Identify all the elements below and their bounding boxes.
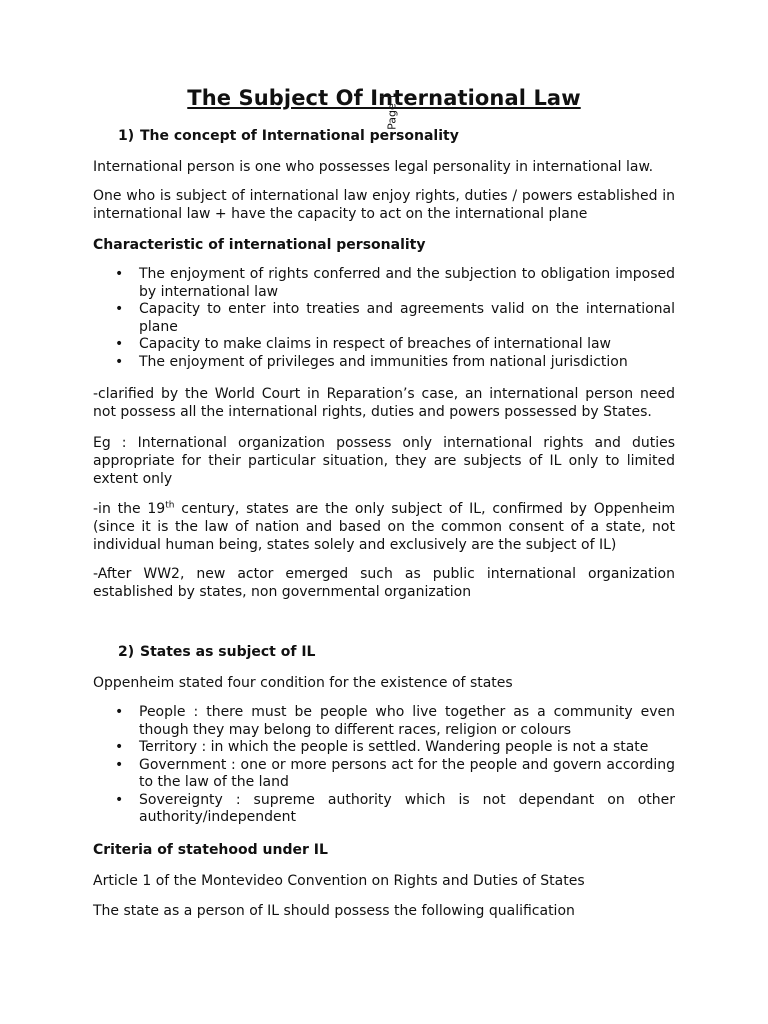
section-2-paragraph-3: The state as a person of IL should possess the following qualification [93,903,575,919]
bullet-icon: • [115,353,124,370]
section-1-paragraph-4: Eg : International organization possess only international rights and duties appropriate for their particular situation, they are subjects of IL only to limited extent only [93,435,675,487]
bullet-icon: • [115,756,124,773]
section-1-title: The concept of International personality [140,128,459,144]
list-item: • People : there must be people who live together as a community even though they may belong to different races, religion or colours [115,704,675,738]
bullet-icon: • [115,336,124,352]
list-item: • The enjoyment of rights conferred and the subjection to obligation imposed by international law [115,266,675,300]
section-1-paragraph-2: One who is subject of international law enjoy rights, duties / powers established in international law + have the capacity to act on the international plane [93,188,675,222]
bullet-icon: • [115,704,124,720]
bullet-icon: • [115,266,124,282]
list-item: • Territory : in which the people is settled. Wandering people is not a state [115,739,649,755]
section-1-paragraph-5: -in the 19th century, states are the only subject of IL, confirmed by Oppenheim (since it is the law of nation and based on the common consent of a state, not individual human being, states solely and exclusively are the subject of IL) [93,500,675,553]
bullet-icon: • [115,791,124,808]
section-1-paragraph-6: -After WW2, new actor emerged such as public international organization established by states, non governmental organization [93,566,675,600]
list-item: • Government : one or more persons act for the people and govern according to the law of the land [115,756,675,790]
section-1-paragraph-3: -clarified by the World Court in Reparation’s case, an international person need not possess all the international rights, duties and powers possessed by States. [93,386,675,420]
list-item: • The enjoyment of privileges and immunities from national jurisdiction [115,353,628,370]
section-1-heading [118,127,459,145]
section-2-paragraph-1: Oppenheim stated four condition for the existence of states [93,675,513,691]
state-conditions-list [93,704,675,827]
list-item: • Capacity to make claims in respect of breaches of international law [115,336,611,352]
list-item: • Sovereignty : supreme authority which is not dependant on other authority/independent [115,791,675,825]
document-title: The Subject Of International Law [187,86,581,110]
section-1-subheading: Characteristic of international personality [93,237,426,253]
characteristics-list [93,266,675,371]
page-marker-label: Page [385,103,399,130]
bullet-icon: • [115,739,124,755]
section-2-heading [118,643,315,661]
bullet-icon: • [115,301,124,317]
section-1-number: 1) [118,128,135,144]
section-1-paragraph-1: International person is one who possesses legal personality in international law. [93,159,654,175]
section-2-title: States as subject of IL [140,644,316,660]
section-2-paragraph-2: Article 1 of the Montevideo Convention on Rights and Duties of States [93,873,585,889]
section-2-number: 2) [118,644,135,660]
list-item: • Capacity to enter into treaties and agreements valid on the international plane [115,301,675,335]
section-2-subheading: Criteria of statehood under IL [93,842,328,858]
